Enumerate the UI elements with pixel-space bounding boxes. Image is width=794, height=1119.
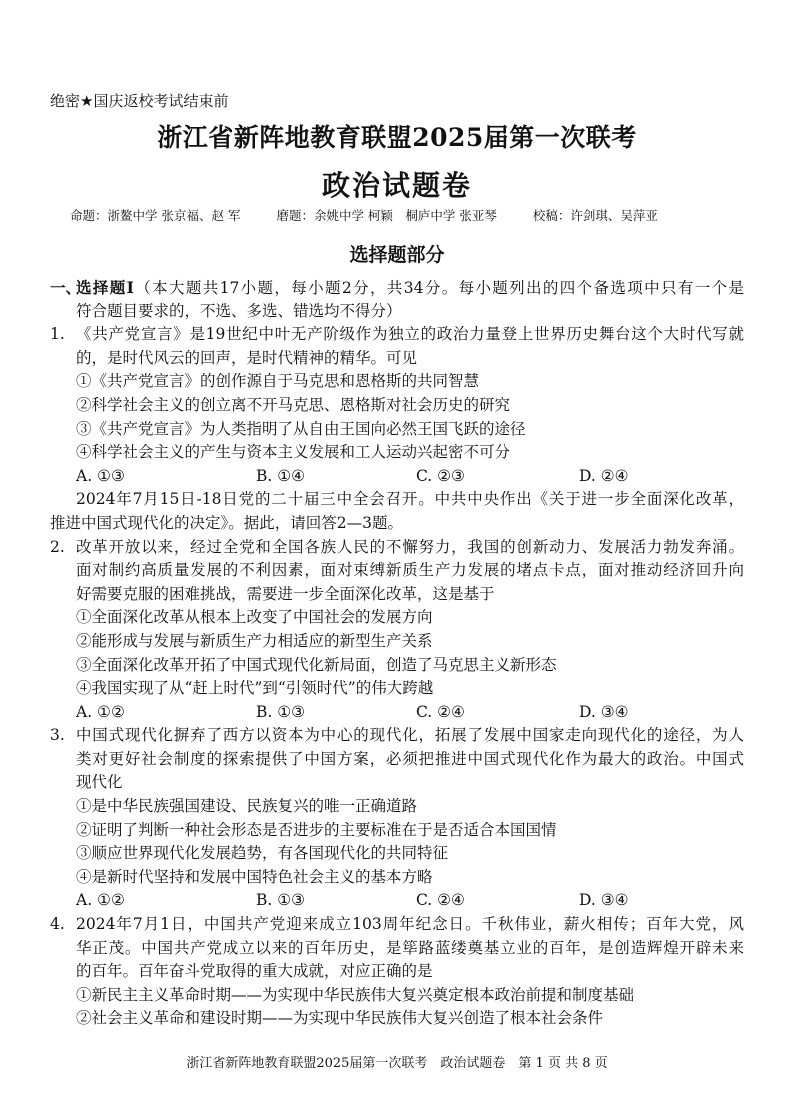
statement: ①是中华民族强国建设、民族复兴的唯一正确道路 [76,797,418,816]
statement: ②科学社会主义的创立离不开马克思、恩格斯对社会历史的研究 [76,395,511,414]
credit-proofreader: 校稿：许剑琪、吴萍亚 [532,208,658,223]
statement: ②证明了判断一种社会形态是否进步的主要标准在于是否适合本国国情 [76,820,557,839]
statement: ③全面深化改革开拓了中国式现代化新局面，创造了马克思主义新形态 [76,655,557,674]
statement: ④是新时代坚持和发展中国特色社会主义的基本方略 [76,867,433,886]
stem-line: 好需要克服的困难挑战，需要进一步全面深化改革，这是基于 [76,584,495,603]
statement: ①全面深化改革从根本上改变了中国社会的发展方向 [76,608,433,627]
option-c: C. ②③ [416,466,465,485]
page-footer: 浙江省新阵地教育联盟2025届第一次联考 政治试题卷 第 1 页 共 8 页 [186,1056,608,1071]
option-b: B. ①④ [256,466,306,485]
material-intro: 2024年7月15日-18日党的二十届三中全会召开。中共中央作出《关于进一步全面深化改革， [76,490,744,509]
question-number: 1. [50,325,65,344]
statement: ①新民主主义革命时期——为实现中华民族伟大复兴奠定根本政治前提和制度基础 [76,985,635,1004]
credit-author: 命题：浙鳌中学 张京福、赵 军 [70,208,241,223]
instruction-line: 符合题目要求的，不选、多选、错选均不得分） [76,301,402,320]
option-a: A. ①② [76,891,125,910]
statement: ②社会主义革命和建设时期——为实现中华民族伟大复兴创造了根本社会条件 [76,1009,604,1028]
exam-title: 浙江省新阵地教育联盟2025届第一次联考 [157,123,637,152]
statement: ②能形成与发展与新质生产力相适应的新型生产关系 [76,631,433,650]
answer-options [50,889,744,913]
question-2 [50,536,744,607]
instruction-text: （本大题共17小题，每小题2分，共34分。每小题列出的四个备选项中只有一个是 [135,279,744,297]
stem-line: 面对制约高质量发展的不利因素，面对束缚新质生产力发展的堵点卡点，面对推动经济回升向 [76,561,744,580]
stem-line: 现代化 [76,773,123,792]
stem-line: 的百年。百年奋斗党取得的重大成就，对应正确的是 [76,962,433,981]
statement: ④科学社会主义的产生与资本主义发展和工人运动兴起密不可分 [76,443,511,462]
statement: ④我国实现了从“赶上时代”到“引领时代”的伟大跨越 [76,679,434,698]
statement: ①《共产党宣言》的创作源自于马克思和恩格斯的共同智慧 [76,372,480,391]
statement: ③顺应世界现代化发展趋势，有各国现代化的共同特征 [76,844,449,863]
stem-line: 《共产党宣言》是19世纪中叶无产阶级作为独立的政治力量登上世界历史舞台这个大时代写就 [76,325,744,344]
instructions [50,276,744,323]
option-d: D. ③④ [579,702,629,721]
answer-options [50,701,744,725]
option-c: C. ②④ [416,891,465,910]
option-b: B. ①③ [256,891,306,910]
statement: ③《共产党宣言》为人类指明了从自由王国向必然王国飞跃的途径 [76,419,526,438]
material-intro: 推进中国式现代化的决定》。据此，请回答2—3题。 [50,513,403,532]
instruction-line [76,276,744,300]
question-number: 4. [50,915,65,934]
stem-line: 华正茂。中国共产党成立以来的百年历史，是筚路蓝缕奠基立业的百年，是创造辉煌开辟未来 [76,938,744,957]
confidentiality-label: 绝密★国庆返校考试结束前 [50,92,229,110]
stem-line: 改革开放以来，经过全党和全国各族人民的不懈努力，我国的创新动力、发展活力勃发奔涌。 [76,537,744,556]
exam-subtitle: 政治试题卷 [321,169,472,202]
stem-line: 的，是时代风云的回声，是时代精神的精华。可见 [76,348,418,367]
section-number: 一、 [50,278,82,297]
option-a: A. ①② [76,702,125,721]
answer-options [50,465,744,489]
stem-line: 2024年7月1日，中国共产党迎来成立103周年纪念日。千秋伟业，薪火相传；百年大党，风 [76,915,744,934]
question-number: 2. [50,537,65,556]
question-1 [50,323,744,370]
question-3 [50,724,744,795]
credit-reviewer: 磨题：余姚中学 柯颖 桐庐中学 张亚琴 [276,208,497,223]
option-b: B. ①③ [256,702,306,721]
stem-line: 中国式现代化摒弃了西方以资本为中心的现代化，拓展了发展中国家走向现代化的途径，为人 [76,726,744,745]
section-label: 选择题Ⅰ [76,278,136,297]
option-d: D. ③④ [579,891,629,910]
stem-line: 类对更好社会制度的探索提供了中国方案，必须把推进中国式现代化作为最大的政治。中国式 [76,749,744,768]
option-d: D. ②④ [579,466,629,485]
questions-body [50,276,744,1031]
question-4 [50,913,744,984]
credits [70,206,694,224]
section-title: 选择题部分 [349,244,445,266]
option-c: C. ②④ [416,702,465,721]
option-a: A. ①③ [76,466,125,485]
question-number: 3. [50,726,65,745]
